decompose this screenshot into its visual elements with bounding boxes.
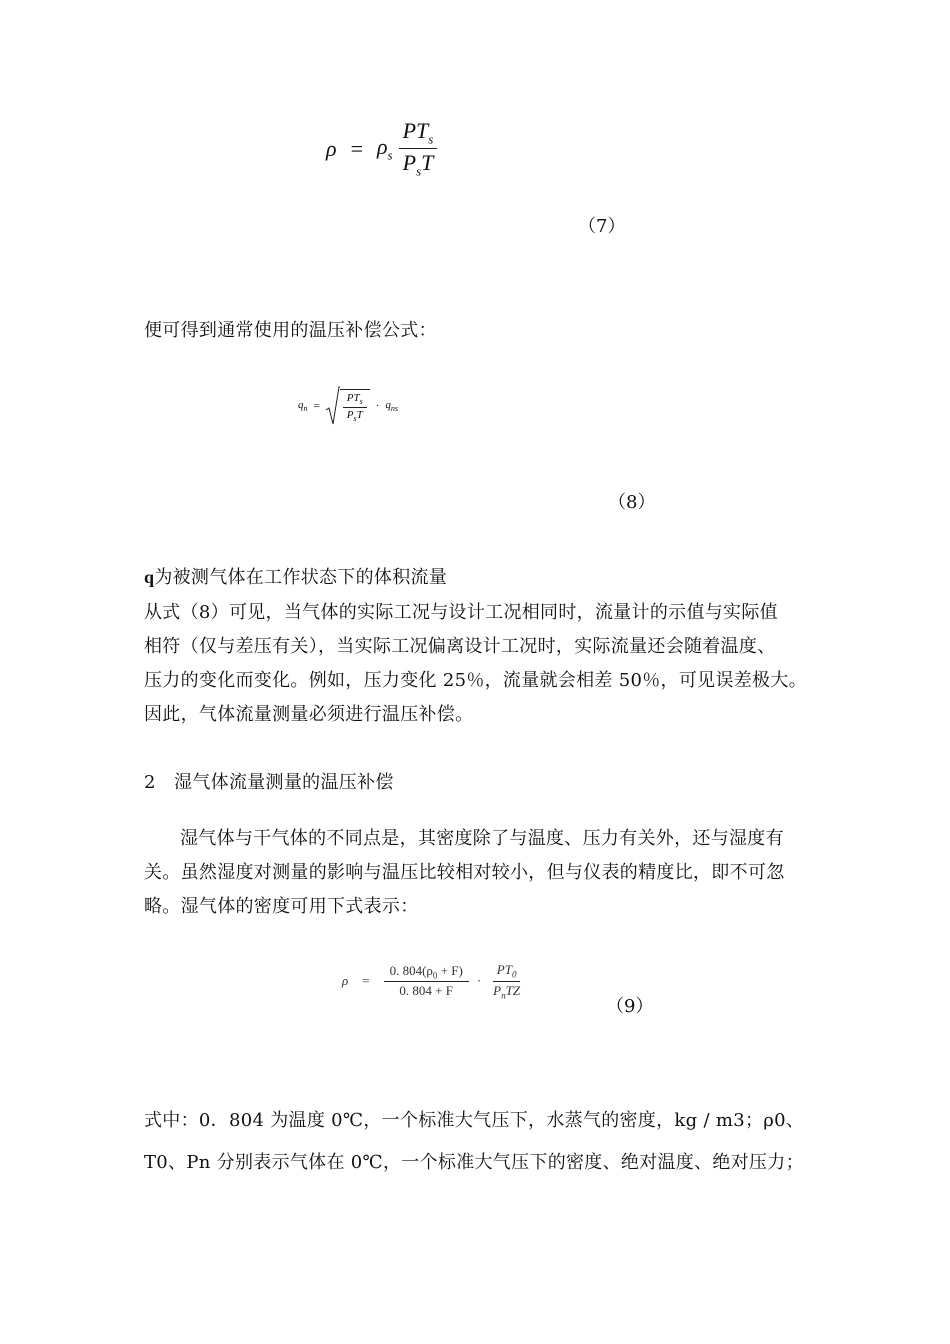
eq8-sqrt [326, 386, 370, 426]
paragraph-2 [144, 822, 785, 924]
para2-line: 关。虽然湿度对测量的影响与温压比较相对较小，但与仪表的精度比，即不可忽 [144, 862, 785, 883]
para1-line: 因此，气体流量测量必须进行温压补偿。 [144, 704, 474, 725]
para3-line: 式中：0．804 为温度 0℃，一个标准大气压下，水蒸气的密度，kg / m3；ρ0、 [144, 1110, 805, 1131]
equation-9 [342, 962, 524, 1000]
equation-7 [326, 118, 437, 180]
eq9-equals: = [362, 973, 370, 989]
intro-line: 便可得到通常使用的温压补偿公式： [144, 320, 437, 341]
eq9-denominator-2: $P_nTZ$ [493, 982, 521, 1001]
eq9-dot: · [476, 973, 482, 989]
equation-7-number: （7） [578, 216, 626, 237]
section-heading: 2 湿气体流量测量的温压补偿 [144, 772, 394, 793]
para1-line: 压力的变化而变化。例如，压力变化 25％，流量就会相差 50％，可见误差极大。 [144, 670, 807, 691]
eq9-numerator-2: $PT_0$ [493, 962, 521, 982]
eq7-coef: $\rho_s$ [376, 134, 393, 163]
para3-line: T0、Pn 分别表示气体在 0℃，一个标准大气压下的密度、绝对温度、绝对压力； [144, 1152, 804, 1173]
eq7-equals: = [350, 135, 363, 161]
eq8-rhs: $q_{ns}$ [385, 398, 398, 414]
q-desc-text: 为被测气体在工作状态下的体积流量 [154, 567, 448, 588]
sqrt-sign-icon [326, 386, 340, 426]
eq7-denominator: $P_sT$ [402, 150, 434, 179]
para1-line: 从式（8）可见，当气体的实际工况与设计工况相同时，流量计的示值与实际值 [144, 602, 778, 623]
equation-8-number: （8） [608, 492, 656, 513]
eq7-lhs: ρ [326, 135, 337, 161]
eq9-numerator-1: 0. $804(\rho_0 + F)$ [384, 963, 469, 983]
paragraph-3 [144, 1100, 804, 1184]
eq9-lhs: ρ [342, 973, 349, 989]
eq9-denominator-1: 0. 804 + F [399, 983, 453, 999]
q-symbol: q [144, 567, 155, 587]
eq8-equals: = [313, 400, 320, 412]
eq9-fraction-1 [384, 963, 469, 1000]
equation-9-number: （9） [606, 996, 654, 1017]
eq9-fraction-2 [489, 962, 524, 1000]
para2-line: 湿气体与干气体的不同点是，其密度除了与温度、压力有关外，还与湿度有 [180, 828, 784, 849]
para1-line: 相符（仅与差压有关），当实际工况偏离设计工况时，实际流量还会随着温度、 [144, 636, 776, 657]
paragraph-1 [144, 596, 807, 732]
eq8-fraction [343, 392, 367, 423]
para2-line: 略。湿气体的密度可用下式表示： [144, 896, 419, 917]
eq8-denominator: $P_sT$ [346, 409, 363, 424]
q-description [144, 560, 447, 595]
equation-8 [298, 386, 398, 426]
eq7-fraction [399, 118, 438, 180]
eq7-numerator: $PT_s$ [399, 118, 438, 149]
eq8-numerator: $PT_s$ [343, 392, 367, 408]
eq8-dot: · [375, 400, 380, 412]
eq8-lhs: $q_n$ [298, 398, 308, 414]
